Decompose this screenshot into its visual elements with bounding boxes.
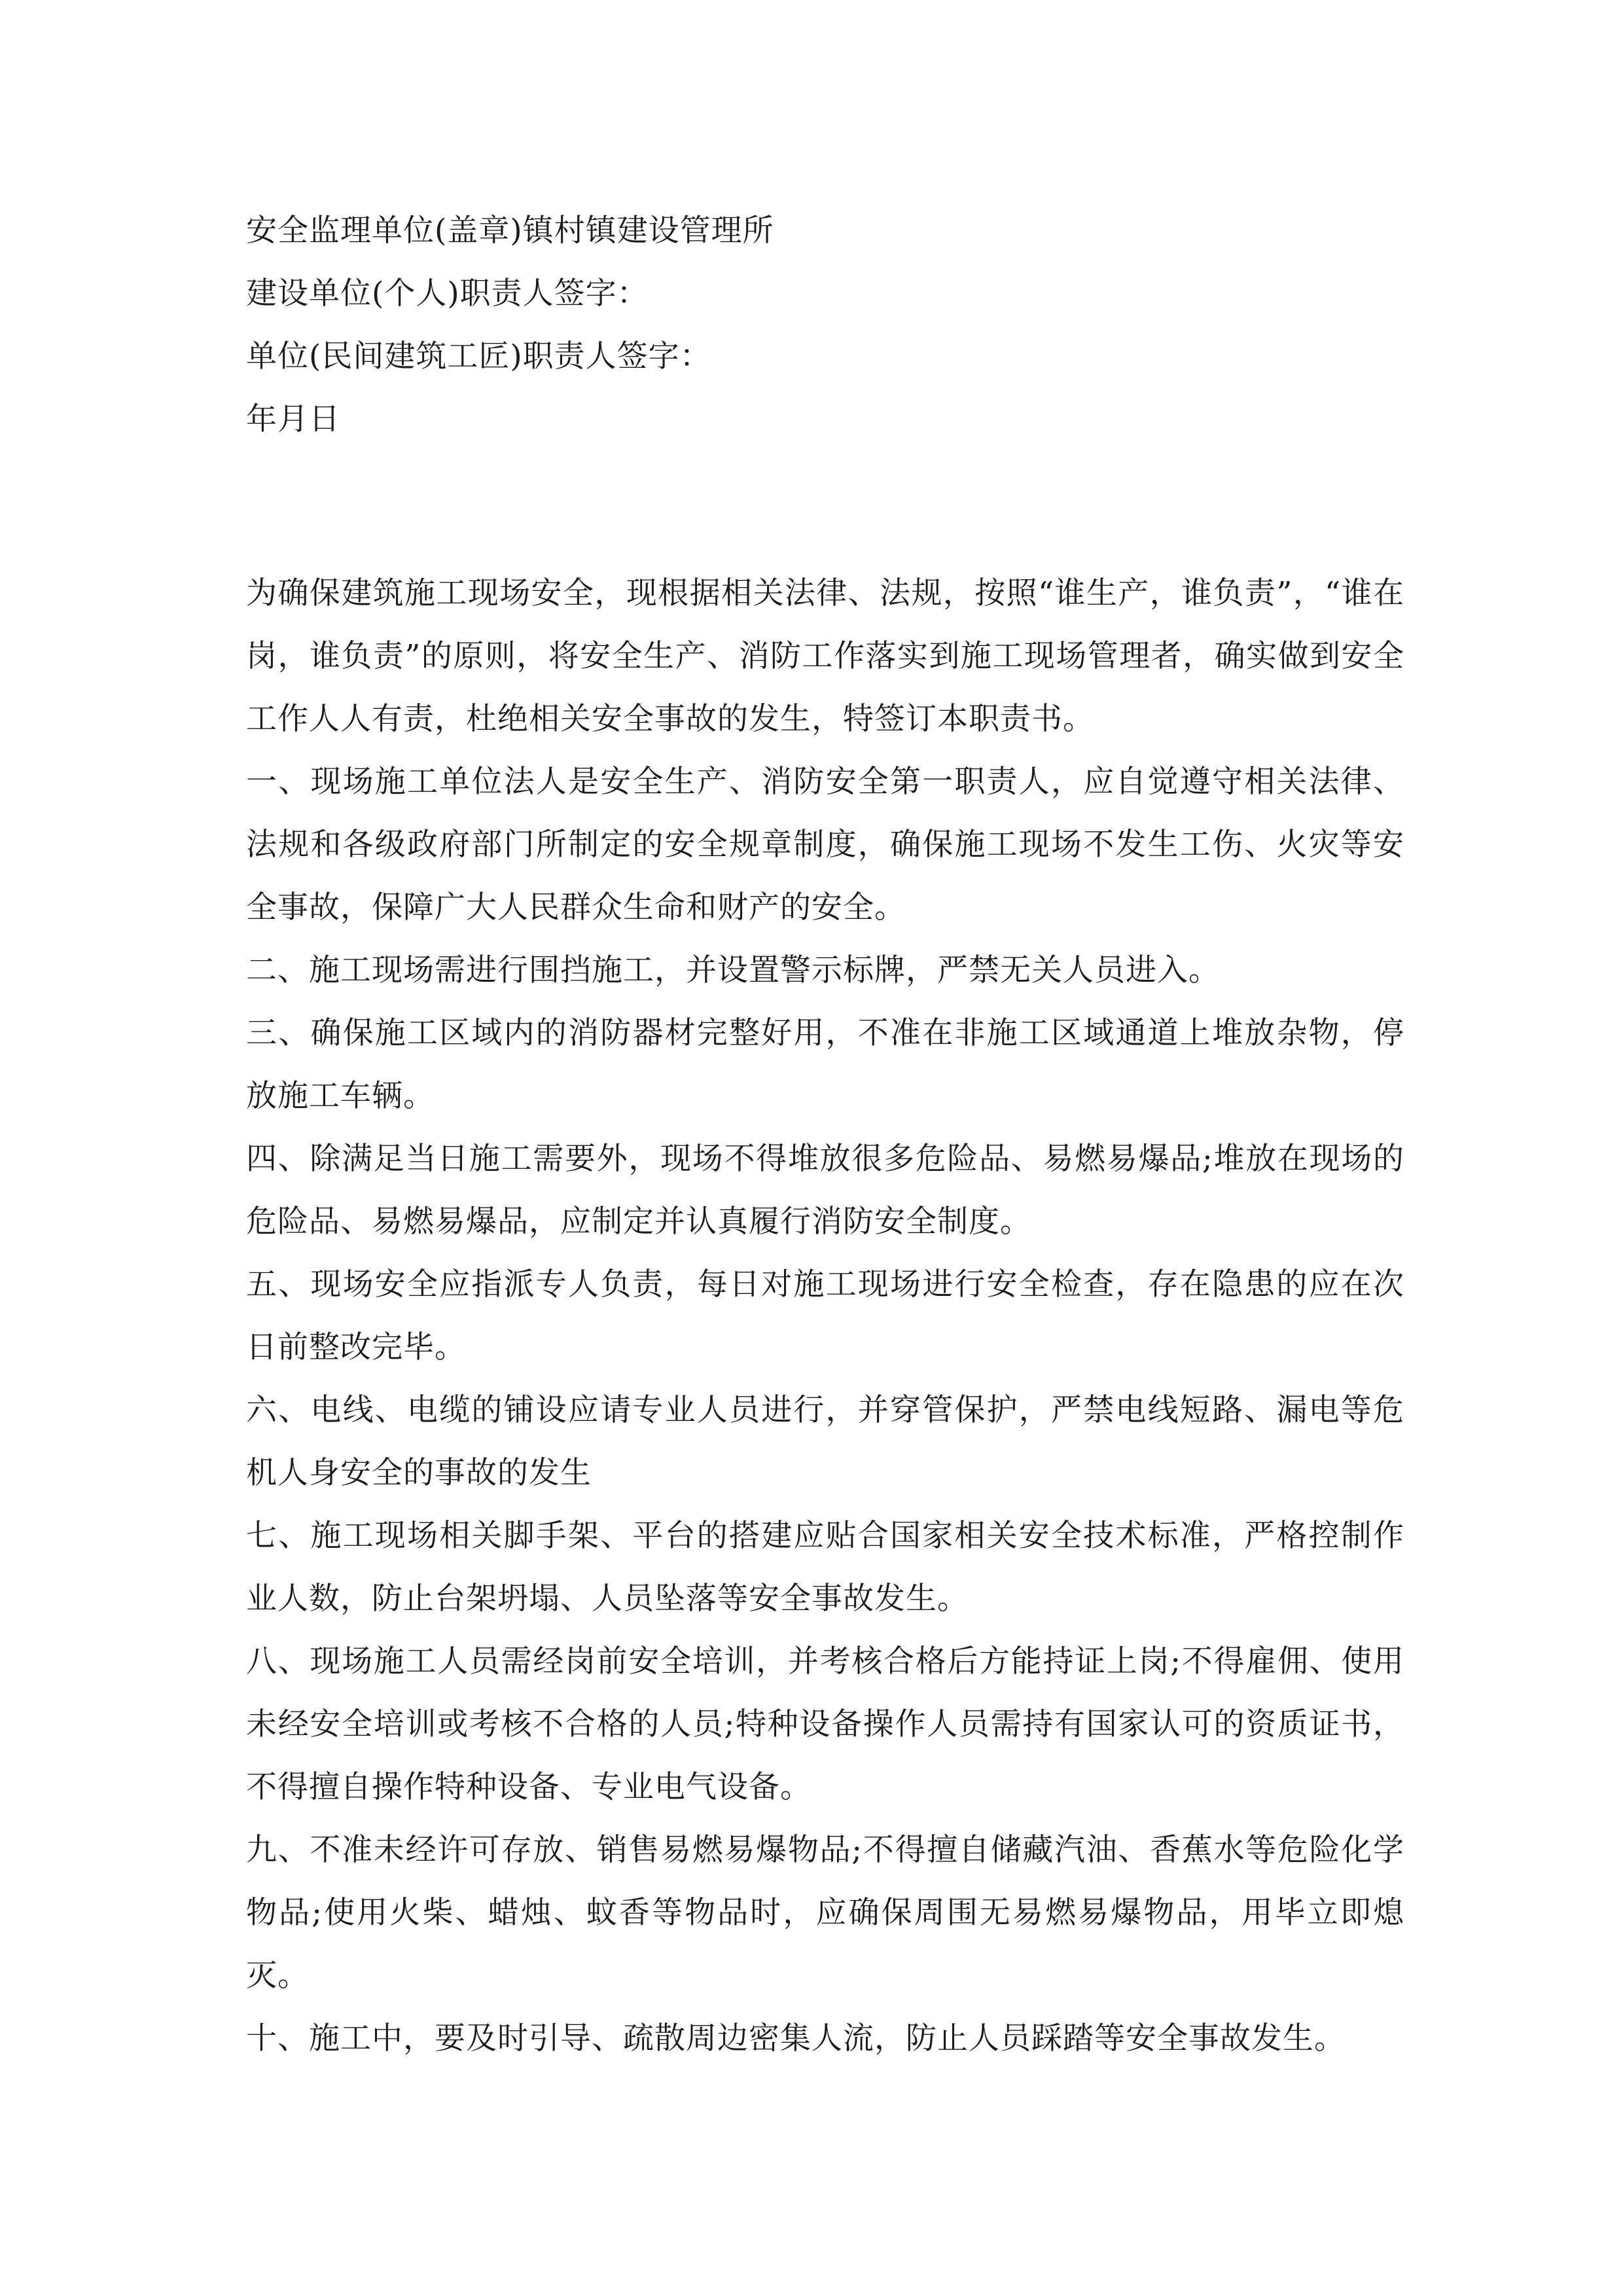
clause-6: 六、电线、电缆的铺设应请专业人员进行，并穿管保护，严禁电线短路、漏电等危机人身安全的事故的发生 [246,1392,1404,1491]
section-gap [246,451,1404,562]
clause-3: 三、确保施工区域内的消防器材完整好用，不准在非施工区域通道上堆放杂物，停放施工车辆。 [246,1015,1404,1114]
clause-1: 一、现场施工单位法人是安全生产、消防安全第一职责人，应自觉遵守相关法律、法规和各级政府部门所制定的安全规章制度，确保施工现场不发生工伤、火灾等安全事故，保障广大人民群众生命和财产的安全。 [246,764,1404,925]
date-line: 年月日 [246,401,340,437]
clause-10: 十、施工中，要及时引导、疏散周边密集人流，防止人员踩踏等安全事故发生。 [246,2020,1346,2056]
builder-signature-line: 建设单位(个人)职责人签字： [246,276,649,312]
document-content [246,200,1404,2070]
craftsman-signature-line: 单位(民间建筑工匠)职责人签字： [246,338,711,374]
supervisor-unit-seal-line: 安全监理单位(盖章)镇村镇建设管理所 [246,213,774,249]
intro-paragraph: 为确保建筑施工现场安全，现根据相关法律、法规，按照“谁生产，谁负责”，“谁在岗，谁负责”的原则，将安全生产、消防工作落实到施工现场管理者，确实做到安全工作人人有责，杜绝相关安全事故的发生，特签订本职责书。 [246,575,1404,737]
clause-4: 四、除满足当日施工需要外，现场不得堆放很多危险品、易燃易爆品;堆放在现场的危险品、易燃易爆品，应制定并认真履行消防安全制度。 [246,1141,1404,1240]
responsibility-text [246,562,1404,2070]
clause-7: 七、施工现场相关脚手架、平台的搭建应贴合国家相关安全技术标准，严格控制作业人数，防止台架坍塌、人员坠落等安全事故发生。 [246,1518,1404,1617]
clause-2: 二、施工现场需进行围挡施工，并设置警示标牌，严禁无关人员进入。 [246,952,1220,988]
clause-8: 八、现场施工人员需经岗前安全培训，并考核合格后方能持证上岗;不得雇佣、使用未经安全培训或考核不合格的人员;特种设备操作人员需持有国家认可的资质证书，不得擅自操作特种设备、专业电气设备。 [246,1643,1404,1805]
clause-9: 九、不准未经许可存放、销售易燃易爆物品;不得擅自储藏汽油、香蕉水等危险化学物品;使用火柴、蜡烛、蚊香等物品时，应确保周围无易燃易爆物品，用毕立即熄灭。 [246,1832,1404,1994]
signature-block [246,200,1404,451]
clause-5: 五、现场安全应指派专人负责，每日对施工现场进行安全检查，存在隐患的应在次日前整改完毕。 [246,1266,1404,1365]
